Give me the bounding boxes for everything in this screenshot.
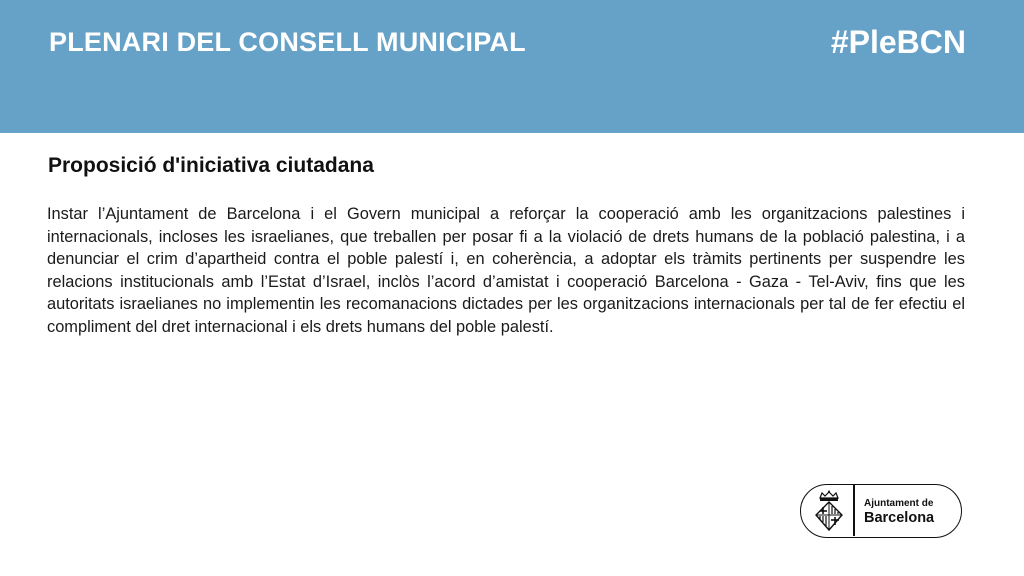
ajuntament-logo — [800, 484, 962, 538]
proposal-text: Instar l’Ajuntament de Barcelona i el Govern municipal a reforçar la cooperació amb les organitzacions palestines i internacionals, incloses les israelianes, que treballen per posar fi a la violació de drets humans de la població palestina, i a denunciar el crim d’apartheid contra el poble palestí i, en coherència, a adoptar els tràmits pertinents per suspendre les relacions institucionals amb l’Estat d’Israel, inclòs l’acord d’amistat i cooperació Barcelona - Gaza - Tel-Aviv, fins que les autoritats israelianes no implementin les recomanacions dictades per les organitzacions internacionals per tal de fer efectiu el compliment del dret internacional i els drets humans del poble palestí. — [47, 205, 965, 336]
barcelona-coat-of-arms-icon — [807, 489, 851, 533]
logo-text-line2: Barcelona — [864, 510, 935, 526]
logo-text-line1: Ajuntament de — [864, 498, 934, 509]
logo-divider — [853, 485, 855, 536]
header-banner — [0, 0, 1024, 133]
header-title: PLENARI DEL CONSELL MUNICIPAL — [49, 27, 526, 57]
section-title: Proposició d'iniciativa ciutadana — [48, 154, 374, 177]
header-hashtag: #PleBCN — [830, 24, 966, 60]
